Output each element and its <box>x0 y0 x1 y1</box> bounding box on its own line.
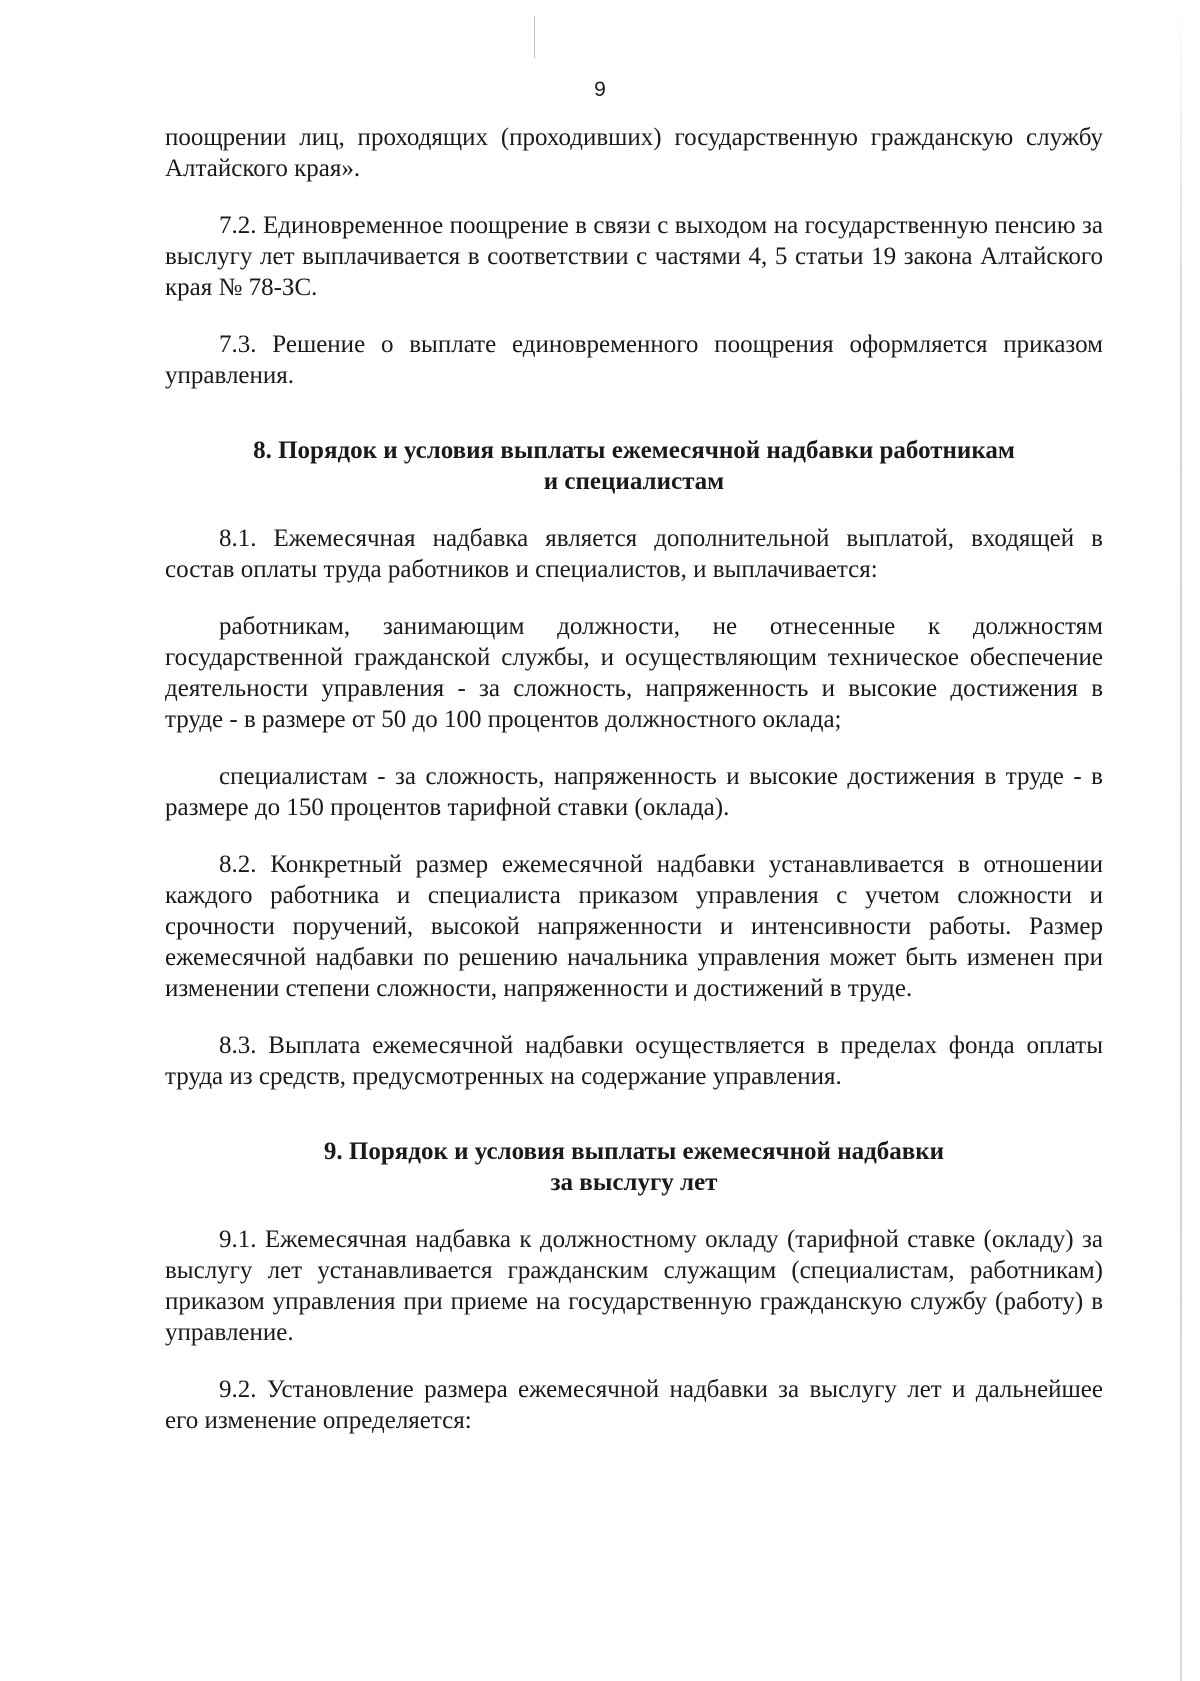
paragraph: работникам, занимающим должности, не отнесенные к должностям государственной гражданской службы, и осуществляющим техническое обеспечение деятельности управления - за сложность, напряженность и высокие достижения в труде - в размере от 50 до 100 процентов должностного оклада; <box>165 613 1103 733</box>
paragraph: 8.2. Конкретный размер ежемесячной надбавки устанавливается в отношении каждого работника и специалиста приказом управления с учетом сложности и срочности поручений, высокой напряженности и интенсивности работы. Размер ежемесячной надбавки по решению начальника управления может быть изменен при изменении степени сложности, напряженности и достижений в труде. <box>165 851 1103 1002</box>
scan-edge-shadow <box>1180 0 1182 1681</box>
paragraph: 7.2. Единовременное поощрение в связи с выходом на государственную пенсию за выслугу лет выплачивается в соответствии с частями 4, 5 статьи 19 закона Алтайского края № 78-ЗС. <box>165 212 1103 301</box>
paragraph: 7.3. Решение о выплате единовременного поощрения оформляется приказом управления. <box>165 331 1103 389</box>
section-heading-line: 9. Порядок и условия выплаты ежемесячной надбавки <box>323 1138 945 1165</box>
section-heading <box>165 435 1103 497</box>
section-heading-line: 8. Порядок и условия выплаты ежемесячной надбавки работникам <box>253 437 1015 464</box>
section-heading <box>165 1136 1103 1198</box>
paragraph: 8.1. Ежемесячная надбавка является дополнительной выплатой, входящей в состав оплаты труда работников и специалистов, и выплачивается: <box>165 525 1103 583</box>
document-body <box>165 122 1103 1462</box>
paragraph: 8.3. Выплата ежемесячной надбавки осуществляется в пределах фонда оплаты труда из средств, предусмотренных на содержание управления. <box>165 1032 1103 1090</box>
section-heading-line: за выслугу лет <box>550 1169 718 1196</box>
page-number: 9 <box>594 78 606 101</box>
scan-artifact <box>534 16 535 58</box>
section-heading-line: и специалистам <box>543 468 725 495</box>
continued-paragraph: поощрении лиц, проходящих (проходивших) государственную гражданскую службу Алтайского края». <box>165 124 1103 182</box>
paragraph: 9.1. Ежемесячная надбавка к должностному окладу (тарифной ставке (окладу) за выслугу лет устанавливается гражданским служащим (специалистам, работникам) приказом управления при приеме на государственную гражданскую службу (работу) в управление. <box>165 1226 1103 1346</box>
paragraph: специалистам - за сложность, напряженность и высокие достижения в труде - в размере до 150 процентов тарифной ставки (оклада). <box>165 763 1103 821</box>
paragraph: 9.2. Установление размера ежемесячной надбавки за выслугу лет и дальнейшее его изменение определяется: <box>165 1376 1103 1434</box>
